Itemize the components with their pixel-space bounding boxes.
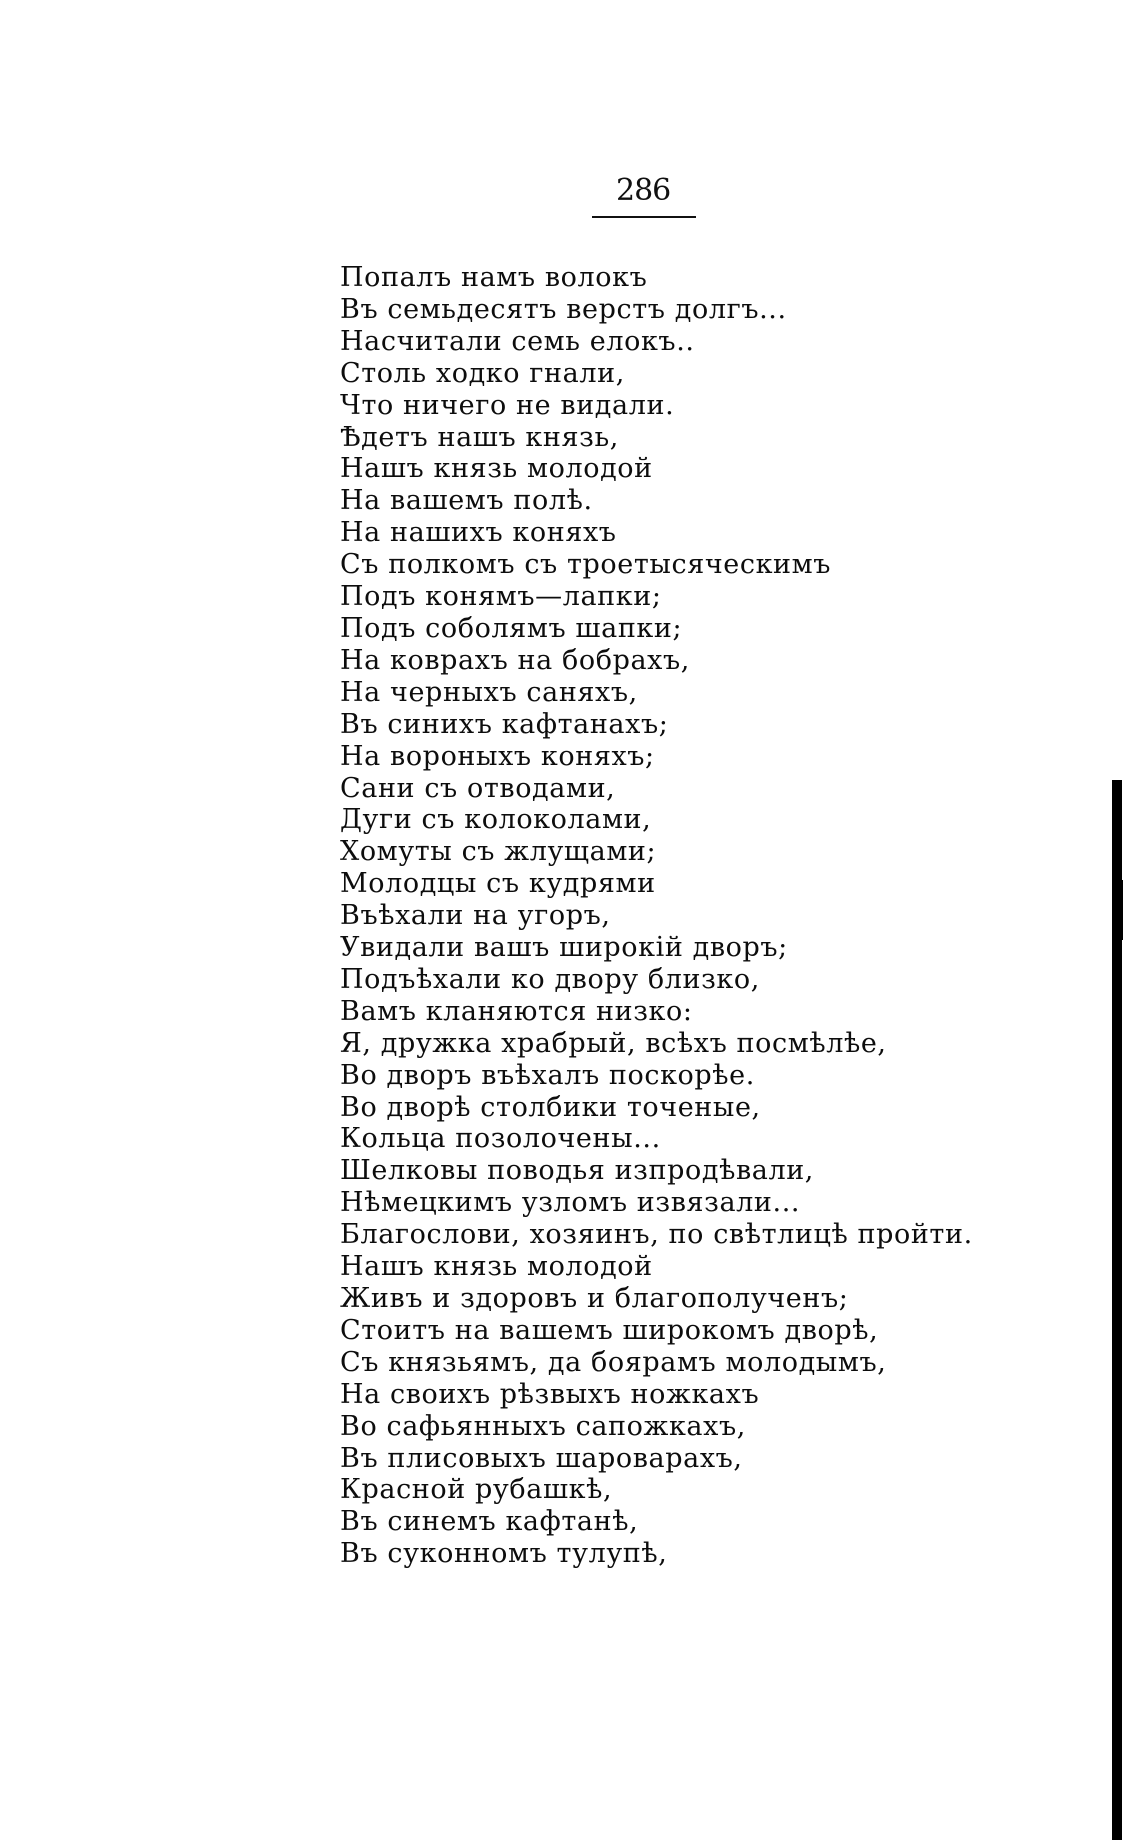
poem-line: Шелковы поводья изпродѣвали, xyxy=(340,1155,814,1187)
poem-line: Дуги съ колоколами, xyxy=(340,804,652,836)
poem-line: Столь ходко гнали, xyxy=(340,357,625,389)
poem-line: На коврахъ на бобрахъ, xyxy=(340,644,690,676)
poem-line: Живъ и здоровъ и благополученъ; xyxy=(340,1283,849,1314)
poem-line: Вамъ кланяются низко: xyxy=(340,995,693,1027)
poem-text xyxy=(340,262,973,1570)
poem-line: Молодцы съ кудрями xyxy=(340,868,656,900)
poem-line: Попалъ намъ волокъ xyxy=(340,262,648,293)
poem-line: Во сафьянныхъ сапожкахъ, xyxy=(340,1410,746,1442)
poem-line: Нашъ князь молодой xyxy=(340,1251,653,1283)
poem-line: Красной рубашкѣ, xyxy=(340,1474,613,1506)
poem-line: Въ семьдесятъ верстъ долгъ... xyxy=(340,293,787,325)
poem-line: Стоитъ на вашемъ широкомъ дворѣ, xyxy=(340,1314,879,1346)
poem-line: Увидали вашъ широкій дворъ; xyxy=(340,932,788,964)
poem-line: На черныхъ саняхъ, xyxy=(340,676,638,708)
poem-line: Въ синемъ кафтанѣ, xyxy=(340,1506,639,1538)
poem-line: Что ничего не видали. xyxy=(340,389,675,421)
poem-line: Подъ соболямъ шапки; xyxy=(340,612,683,644)
poem-line: Кольца позолочены... xyxy=(340,1123,661,1155)
poem-line: Въ синихъ кафтанахъ; xyxy=(340,708,669,740)
poem-line: Съ полкомъ съ троетысяческимъ xyxy=(340,549,832,581)
poem-line: Ѣдетъ нашъ князь, xyxy=(340,421,619,453)
poem-line: На вороныхъ коняхъ; xyxy=(340,740,655,772)
poem-line: Я, дружка храбрый, всѣхъ посмѣлѣе, xyxy=(340,1027,887,1059)
poem-line: Благослови, хозяинъ, по свѣтлицѣ пройти. xyxy=(340,1219,973,1251)
poem-line: Хомуты съ жлущами; xyxy=(340,836,657,868)
poem-line: Сани съ отводами, xyxy=(340,772,616,804)
poem-line: Съ князьямъ, да боярамъ молодымъ, xyxy=(340,1346,887,1378)
poem-line: Насчитали семь елокъ.. xyxy=(340,325,695,357)
poem-line: Нашъ князь молодой xyxy=(340,453,653,485)
page-number: 286 xyxy=(616,173,671,208)
poem-line: Во дворъ въѣхалъ поскорѣе. xyxy=(340,1059,755,1091)
poem-line: Въ суконномъ тулупѣ, xyxy=(340,1538,668,1570)
poem-line: Въ плисовыхъ шароварахъ, xyxy=(340,1442,743,1474)
header-rule xyxy=(592,216,696,218)
poem-line: Подъѣхали ко двору близко, xyxy=(340,963,760,995)
poem-line: На вашемъ полѣ. xyxy=(340,485,593,517)
poem-line: Въѣхали на угоръ, xyxy=(340,900,611,932)
poem-line: На нашихъ коняхъ xyxy=(340,517,617,549)
page-edge-mark xyxy=(1120,880,1123,940)
poem-line: Подъ конямъ—лапки; xyxy=(340,581,662,613)
poem-line: Нѣмецкимъ узломъ извязали... xyxy=(340,1187,801,1219)
poem-line: На своихъ рѣзвыхъ ножкахъ xyxy=(340,1378,760,1410)
poem-line: Во дворѣ столбики точеные, xyxy=(340,1091,761,1123)
